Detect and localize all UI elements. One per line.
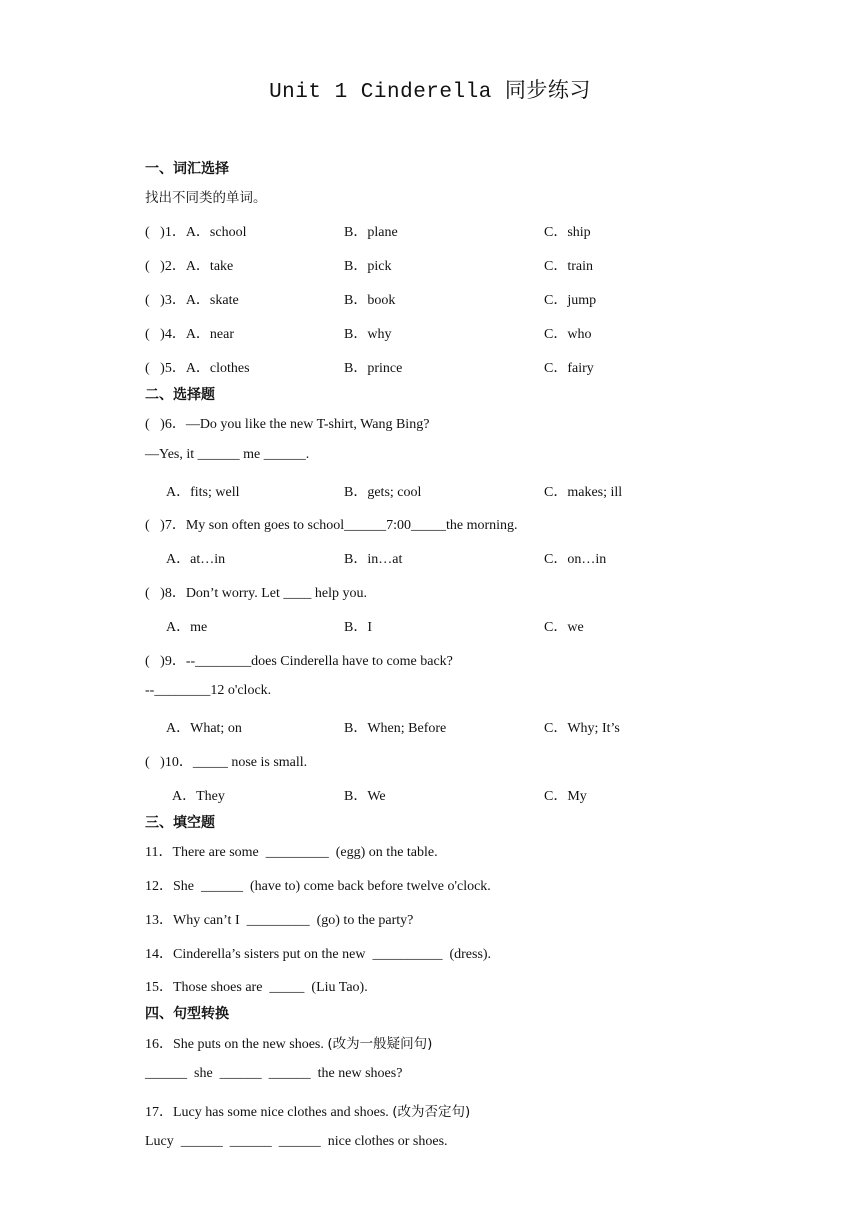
section-heading-vocab: 一、词汇选择 (145, 161, 229, 177)
option-c: C．we (544, 620, 584, 635)
option-c: C．Why; It’s (544, 721, 620, 736)
option-b: B．When; Before (344, 721, 447, 736)
section-heading-transform: 四、句型转换 (145, 1006, 229, 1022)
page-title: Unit 1 Cinderella 同步练习 (269, 81, 591, 104)
question-17-answer: Lucy ______ ______ ______ nice clothes or shoes. (145, 1134, 448, 1149)
question-6: ( )6．—Do you like the new T-shirt, Wang Bing? (145, 417, 430, 432)
option-b: B．prince (344, 361, 403, 376)
question-15: 15．Those shoes are _____ (Liu Tao). (145, 980, 368, 995)
question-9: ( )9．--________does Cinderella have to come back? (145, 654, 453, 669)
option-c: C．ship (544, 225, 591, 240)
question-16-answer: ______ she ______ ______ the new shoes? (145, 1066, 403, 1081)
question-1: ( )1．A．school (145, 225, 247, 240)
question-17 (145, 1100, 470, 1121)
question-13: 13．Why can’t I _________ (go) to the party? (145, 913, 414, 928)
option-a: A．me (166, 620, 208, 635)
question-12: 12．She ______ (have to) come back before twelve o'clock. (145, 879, 491, 894)
question-17-note: (改为否定句) (392, 1104, 471, 1120)
question-16-note: (改为一般疑问句) (327, 1036, 433, 1052)
section-instruction: 找出不同类的单词。 (145, 190, 267, 206)
option-c: C．makes; ill (544, 485, 623, 500)
option-a: A．What; on (166, 721, 242, 736)
question-11: 11．There are some _________ (egg) on the table. (145, 845, 438, 860)
question-4: ( )4．A．near (145, 327, 235, 342)
option-a: A．fits; well (166, 485, 240, 500)
option-c: C．on…in (544, 552, 607, 567)
option-b: B．plane (344, 225, 398, 240)
option-b: B．We (344, 789, 386, 804)
option-b: B．in…at (344, 552, 403, 567)
option-c: C．who (544, 327, 592, 342)
section-heading-fill: 三、填空题 (145, 815, 215, 831)
option-b: B．book (344, 293, 396, 308)
option-a: A．They (172, 789, 225, 804)
option-c: C．jump (544, 293, 597, 308)
question-14: 14．Cinderella’s sisters put on the new __________ (dress). (145, 947, 492, 962)
option-c: C．My (544, 789, 587, 804)
question-10: ( )10．_____ nose is small. (145, 755, 308, 770)
question-9-reply: --________12 o'clock. (145, 683, 272, 698)
question-17-text: 17．Lucy has some nice clothes and shoes. (145, 1105, 393, 1120)
question-6-reply: —Yes, it ______ me ______. (145, 447, 310, 462)
option-a: A．at…in (166, 552, 226, 567)
option-b: B．gets; cool (344, 485, 422, 500)
section-heading-choice: 二、选择题 (145, 387, 215, 403)
question-2: ( )2．A．take (145, 259, 234, 274)
option-c: C．fairy (544, 361, 594, 376)
question-16 (145, 1032, 432, 1053)
option-b: B．I (344, 620, 372, 635)
question-3: ( )3．A．skate (145, 293, 239, 308)
option-b: B．pick (344, 259, 392, 274)
question-7: ( )7．My son often goes to school______7:00_____the morning. (145, 518, 518, 533)
question-8: ( )8．Don’t worry. Let ____ help you. (145, 586, 368, 601)
question-16-text: 16．She puts on the new shoes. (145, 1037, 328, 1052)
question-5: ( )5．A．clothes (145, 361, 250, 376)
option-c: C．train (544, 259, 593, 274)
option-b: B．why (344, 327, 392, 342)
